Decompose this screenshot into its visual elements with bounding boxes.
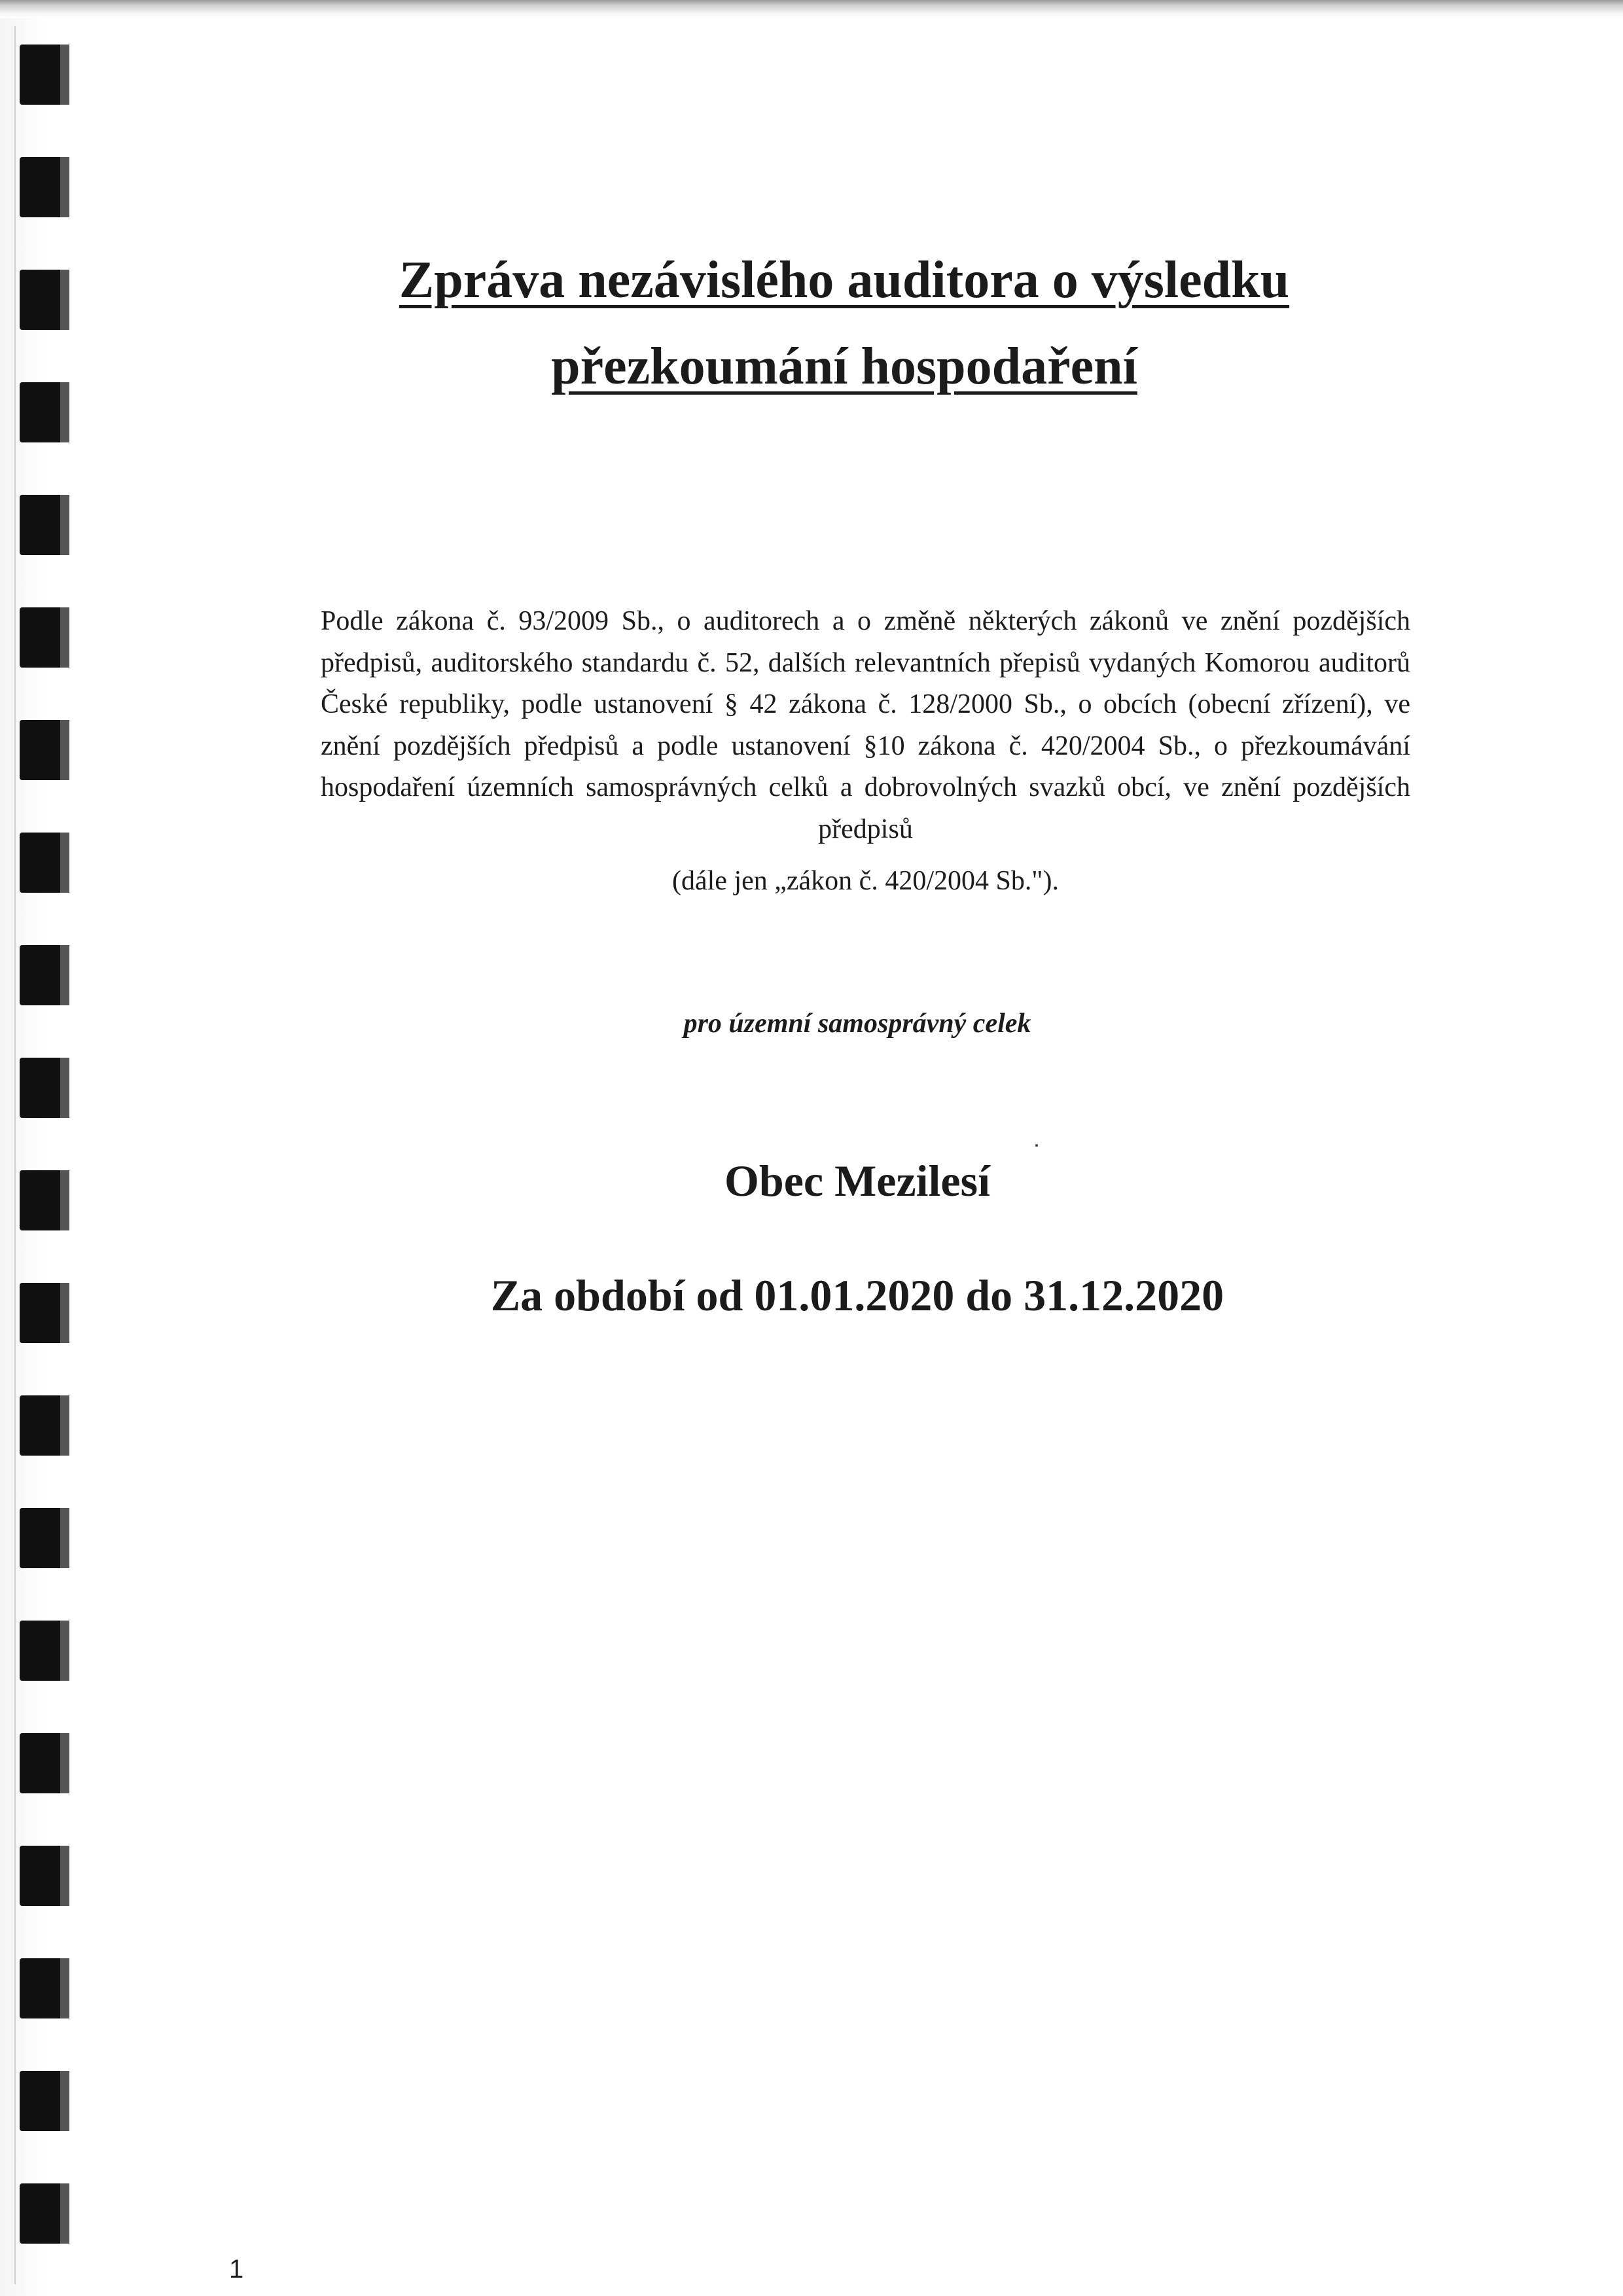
binding-hole bbox=[20, 270, 65, 330]
audit-period: Za období od 01.01.2020 do 31.12.2020 bbox=[490, 1270, 1224, 1320]
binding-hole bbox=[20, 157, 65, 217]
legal-basis-abbreviation: (dále jen „zákon č. 420/2004 Sb."). bbox=[672, 866, 1059, 896]
binding-edge-line bbox=[14, 26, 16, 2284]
report-title-line-1: Zpráva nezávislého auditora o výsledku bbox=[399, 251, 1290, 309]
binding-hole bbox=[20, 2183, 65, 2244]
binding-hole bbox=[20, 607, 65, 668]
binding-hole bbox=[20, 1733, 65, 1793]
binding-hole bbox=[20, 833, 65, 893]
report-title-line-2: přezkoumání hospodaření bbox=[551, 338, 1137, 395]
scan-top-shadow bbox=[0, 0, 1623, 18]
binding-hole bbox=[20, 1283, 65, 1343]
binding-hole bbox=[20, 1958, 65, 2018]
audited-entity-name: Obec Mezilesí bbox=[724, 1156, 990, 1206]
binding-hole bbox=[20, 1058, 65, 1118]
binding-hole bbox=[20, 720, 65, 780]
spiral-binding bbox=[0, 0, 79, 2296]
page-number: 1 bbox=[229, 2255, 244, 2284]
binding-hole bbox=[20, 2071, 65, 2131]
binding-hole bbox=[20, 1170, 65, 1230]
binding-hole bbox=[20, 1508, 65, 1568]
binding-hole bbox=[20, 495, 65, 555]
binding-hole bbox=[20, 45, 65, 105]
binding-hole bbox=[20, 945, 65, 1005]
legal-basis-paragraph: Podle zákona č. 93/2009 Sb., o auditorech a o změně některých zákonů ve znění pozdějších předpisů, auditorského standardu č. 52, dalších relevantních přepisů vydaných Komorou auditorů České republiky, podle ustanovení § 42 zákona č. 128/2000 Sb., o obcích (obecní zřízení), ve znění pozdějších předpisů a podle ustanovení §10 zákona č. 420/2004 Sb., o přezkoumávání hospodaření územních samosprávných celků a dobrovolných svazků obcí, ve znění pozdějších předpisů bbox=[321, 606, 1410, 844]
binding-hole bbox=[20, 1621, 65, 1681]
scan-speck bbox=[1035, 1144, 1038, 1147]
binding-hole bbox=[20, 1846, 65, 1906]
binding-hole bbox=[20, 1395, 65, 1456]
subject-type: pro územní samosprávný celek bbox=[683, 1009, 1031, 1039]
binding-hole bbox=[20, 382, 65, 442]
report-title bbox=[262, 237, 1427, 410]
